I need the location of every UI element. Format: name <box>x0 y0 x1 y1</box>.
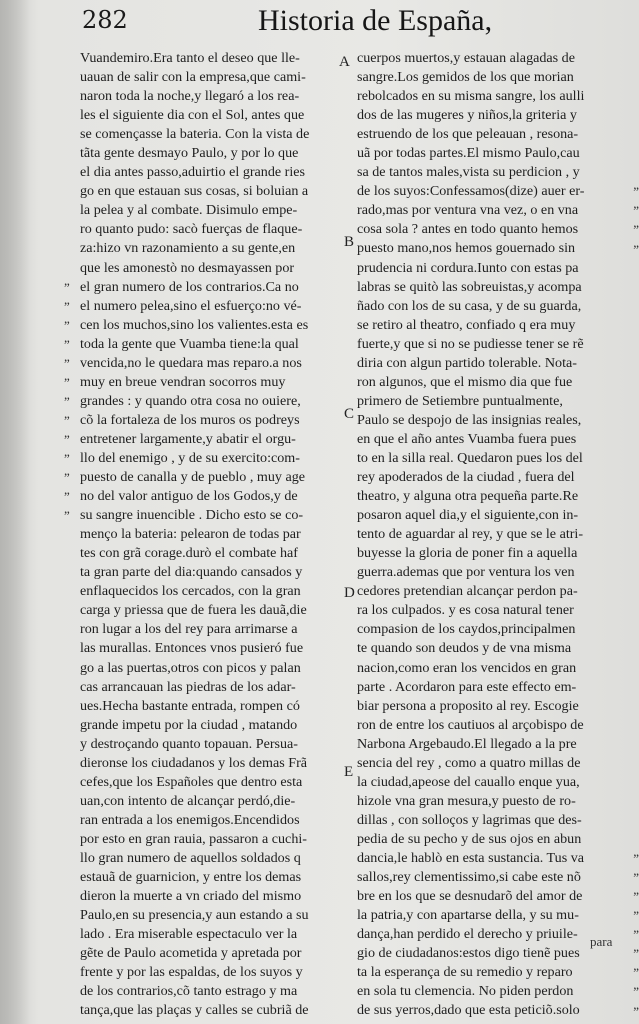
text-line: posaron aquel dia,y el siguiente,con in- <box>357 507 579 524</box>
text-line: que les amonestò no desmayassen por <box>80 259 295 276</box>
text-line: lado . Era miserable espectaculo ver la <box>80 926 298 943</box>
quote-mark-icon: ” <box>64 298 70 314</box>
text-line: en que el año antes Vuamba fuera pues <box>357 430 577 447</box>
text-line: de los suyos:Confessamos(dize) auer er- <box>357 183 585 200</box>
text-line: prudencia ni cordura.Iunto con estas pa <box>357 259 579 276</box>
text-line: el numero pelea,sino el esfuerço:no vé- <box>80 297 302 314</box>
text-line: dos de las mugeres y niños,la griteria y <box>357 107 577 124</box>
text-line: dieron la muerte a vn criado del mismo <box>80 888 302 905</box>
text-line: tes con grã corage.durò el combate haf <box>80 545 298 562</box>
text-line: ron lugar a los del rey para arrimarse a <box>80 621 298 638</box>
text-line: su sangre inuencible . Dicho esto se co- <box>80 507 304 524</box>
text-line: las murallas. Entonces vnos pusieró fue <box>80 640 304 657</box>
text-line: fuerte,y que si no se pudiesse tener se rẽ <box>357 335 584 352</box>
text-line: Paulo se despojo de las insignias reales, <box>357 411 582 428</box>
quote-mark-icon: ” <box>64 317 70 333</box>
text-line: cefes,que los Españoles que dentro esta <box>80 773 303 790</box>
text-line: la ciudad,apeose del cauallo enque yua, <box>357 773 580 790</box>
text-line: enflaquecidos los cercados, con la gran <box>80 583 301 600</box>
text-line: en sola tu clemencia. No piden perdon <box>357 983 574 1000</box>
quote-mark-icon: ” <box>64 489 70 505</box>
text-line: el dia antes passo,aduirtio el grande ries <box>80 164 306 181</box>
text-line: grande impetu por la ciudad , matando <box>80 716 298 733</box>
text-line: uã por todas partes.El mismo Paulo,cau <box>357 145 580 162</box>
text-line: cas arrancauan las piedras de los adar- <box>80 678 296 695</box>
text-line: ra los culpados. y es cosa natural tener <box>357 602 574 619</box>
margin-letter-a: A <box>339 54 350 70</box>
text-line: puesto de canalla y de pueblo , muy age <box>80 469 306 486</box>
text-line: parte . Acordaron para este effecto em- <box>357 678 577 695</box>
text-line: sangre.Los gemidos de los que morian <box>357 69 574 86</box>
text-line: uan,con intento de alcançar perdó,die- <box>80 792 296 809</box>
left-column <box>64 49 350 1020</box>
text-line: les el siguiente dia con el Sol, antes que <box>80 107 305 124</box>
text-line: pedia de su pecho y de sus ojos en abun <box>357 830 582 847</box>
text-line: entretener largamente,y abatir el orgu- <box>80 430 296 447</box>
text-line: de los contrarios,cõ tanto estrago y ma <box>80 983 298 1000</box>
quote-mark-icon: ” <box>64 374 70 390</box>
quote-mark-icon: ” <box>64 393 70 409</box>
quote-mark-icon: ” <box>633 184 639 200</box>
quote-mark-icon: ” <box>633 889 639 905</box>
text-line: za:hizo vn razonamiento a su gente,en <box>80 240 296 257</box>
margin-letter-d: D <box>344 585 355 601</box>
text-line: ta la esperança de su remedio y reparo <box>357 964 573 981</box>
text-line: muy en breue vendran socorros muy <box>80 373 286 390</box>
text-line: grandes : y quando otra cosa no ouiere, <box>80 392 301 409</box>
quote-mark-icon: ” <box>633 241 639 257</box>
text-line: go en que estauan sus cosas, si boluian a <box>80 183 309 200</box>
text-line: se començasse la bateria. Con la vista de <box>80 126 310 143</box>
quote-mark-icon: ” <box>64 432 70 447</box>
text-line: frente y por las espaldas, de los suyos y <box>80 964 303 981</box>
text-line: dillas , con solloços y lagrimas que des- <box>357 811 582 828</box>
quote-mark-icon: ” <box>633 870 639 886</box>
running-head: Historia de España, <box>258 4 493 37</box>
text-line: toda la gente que Vuamba tiene:la qual <box>80 335 299 352</box>
text-line: to en la silla real. Quedaron pues los del <box>357 449 583 466</box>
text-line: labras se quitò las sobreuistas,y acompa <box>357 278 582 295</box>
text-line: primero de Setiembre puntualmente, <box>357 392 563 409</box>
quote-mark-icon: ” <box>633 908 639 924</box>
text-line: el gran numero de los contrarios.Ca no <box>80 278 299 295</box>
margin-letter-b: B <box>344 234 355 250</box>
text-line: Narbona Argebaudo.El llegado a la pre <box>357 735 577 752</box>
text-line: ro quanto pudo: sacò fuerças de flaque- <box>80 221 303 238</box>
quote-mark-icon: ” <box>64 355 70 371</box>
quote-mark-icon: ” <box>64 336 70 352</box>
text-line: cõ la fortaleza de los muros os podreys <box>80 411 300 428</box>
text-line: por esto en gran rauia, passaron a cuchi- <box>80 830 307 847</box>
page-number: 282 <box>82 6 128 34</box>
text-line: llo del enemigo , y de su exercito:com- <box>80 449 300 466</box>
text-line: sa de tantos males,vista su perdicion , y <box>357 164 580 181</box>
text-line: ron de entre los cautiuos al arçobispo de <box>357 716 584 733</box>
quote-mark-icon: ” <box>633 851 639 867</box>
text-line: Vuandemiro.Era tanto el deseo que lle- <box>80 50 300 66</box>
margin-letter-e: E <box>344 764 354 780</box>
text-line: cen los muchos,sino los valientes.esta es <box>80 316 309 333</box>
quote-mark-icon: ” <box>64 508 70 524</box>
text-line: carga y priessa que de fuera les dauã,die <box>80 602 307 619</box>
text-line: llo gran numero de aquellos soldados q <box>80 849 301 866</box>
text-line: ñado con los de su casa, y de su guarda, <box>357 297 582 314</box>
text-line: tento de aguardar al rey, y que se le atri- <box>357 526 584 543</box>
text-line: naron toda la noche,y llegaró a los rea- <box>80 88 300 105</box>
text-line: de sus yerros,dado que esta peticiõ.solo <box>357 1002 580 1019</box>
text-line: biar persona a proposito al rey. Escogie <box>357 697 579 714</box>
text-line: sallos,rey clementissimo,si cabe este nõ <box>357 869 581 886</box>
text-line: tãta gente desmayo Paulo, y por lo que <box>80 145 299 162</box>
quote-mark-icon: ” <box>633 203 639 219</box>
text-line: ran entrada a los enemigos.Encendidos <box>80 811 300 828</box>
quote-mark-icon: ” <box>64 412 70 428</box>
text-line: no del valor antiguo de los Godos,y de <box>80 488 298 505</box>
text-line: rey apoderados de la ciudad , fuera del <box>357 469 575 486</box>
text-line: theatro, y alguna otra pequeña parte.Re <box>357 488 579 505</box>
text-line: dieronse los ciudadanos y los demas Frã <box>80 754 308 771</box>
text-line: cuerpos muertos,y estauan alagadas de <box>357 50 575 66</box>
text-line: bre en los que se desnudarõ del amor de <box>357 888 583 905</box>
quote-mark-icon: ” <box>64 451 70 467</box>
quote-mark-icon: ” <box>633 984 639 1000</box>
text-line: se retiro al theatro, confiado q era muy <box>357 316 576 333</box>
text-line: uauan de salir con la empresa,que cami- <box>80 69 306 86</box>
text-line: puesto mano,nos hemos gouernado sin <box>357 240 576 257</box>
quote-mark-icon: ” <box>633 946 639 962</box>
text-line: dancia,le hablò en esta sustancia. Tus va <box>357 849 585 866</box>
text-line: y destroçando quanto topauan. Persua- <box>80 735 298 752</box>
margin-letter-c: C <box>344 406 355 422</box>
text-line: dança,han perdido el derecho y priuile- <box>357 926 578 943</box>
quote-mark-icon: ” <box>633 965 639 981</box>
text-line: cosa sola ? antes en todo quanto hemos <box>357 221 579 238</box>
quote-mark-icon: ” <box>633 927 639 943</box>
text-line: te quando son deudos y de vna misma <box>357 640 572 657</box>
page-gutter-shadow <box>0 0 30 1024</box>
right-column <box>357 49 639 1020</box>
text-line: gio de ciudadanos:estos digo tienẽ pues <box>357 945 580 962</box>
text-line: la patria,y con apartarse della, y su mu- <box>357 907 579 924</box>
quote-mark-icon: ” <box>633 222 639 238</box>
text-line: ta gran parte del dia:quando cansados y <box>80 564 303 581</box>
text-line: estruendo de los que peleauan , resona- <box>357 126 579 143</box>
catchword: para <box>590 934 613 949</box>
text-line: nacion,como eran los vencidos en gran <box>357 659 577 676</box>
text-line: go a las puertas,otros con picos y palan <box>80 659 301 676</box>
text-line: vencida,no le quedara mas reparo.a nos <box>80 354 302 371</box>
text-line: tança,que las plaças y calles se cubriã de <box>80 1002 309 1019</box>
text-line: ron algunos, que el mismo dia que fue <box>357 373 573 390</box>
text-line: hizole vna gran mesura,y puesto de ro- <box>357 792 576 809</box>
quote-mark-icon: ” <box>64 470 70 486</box>
text-line: rado,mas por ventura vna vez, o en vna <box>357 202 579 219</box>
text-line: buyesse la gloria de poner fin a aquella <box>357 545 578 562</box>
text-line: Paulo,en su presencia,y aun estando a su <box>80 907 309 924</box>
text-line: sencia del rey , como a quatro millas de <box>357 754 581 771</box>
text-line: diria con algun partido tolerable. Nota- <box>357 354 577 371</box>
text-line: ues.Hecha bastante entrada, rompen có <box>80 697 300 714</box>
text-line: guerra.ademas que por ventura los ven <box>357 564 575 581</box>
text-line: gẽte de Paulo acometida y apretada por <box>80 945 302 962</box>
text-line: menço la bateria: pelearon de todas par <box>80 526 301 543</box>
text-line: compasion de los caydos,principalmen <box>357 621 576 638</box>
text-line: la pelea y al combate. Disimulo empe- <box>80 202 298 219</box>
quote-mark-icon: ” <box>64 279 70 295</box>
text-line: estauã de guarnicion, y entre los demas <box>80 869 302 886</box>
quote-mark-icon: ” <box>633 1003 639 1019</box>
text-line: rebolcados en su misma sangre, los aulli <box>357 88 585 105</box>
text-line: cedores pretendian alcançar perdon pa- <box>357 583 578 600</box>
